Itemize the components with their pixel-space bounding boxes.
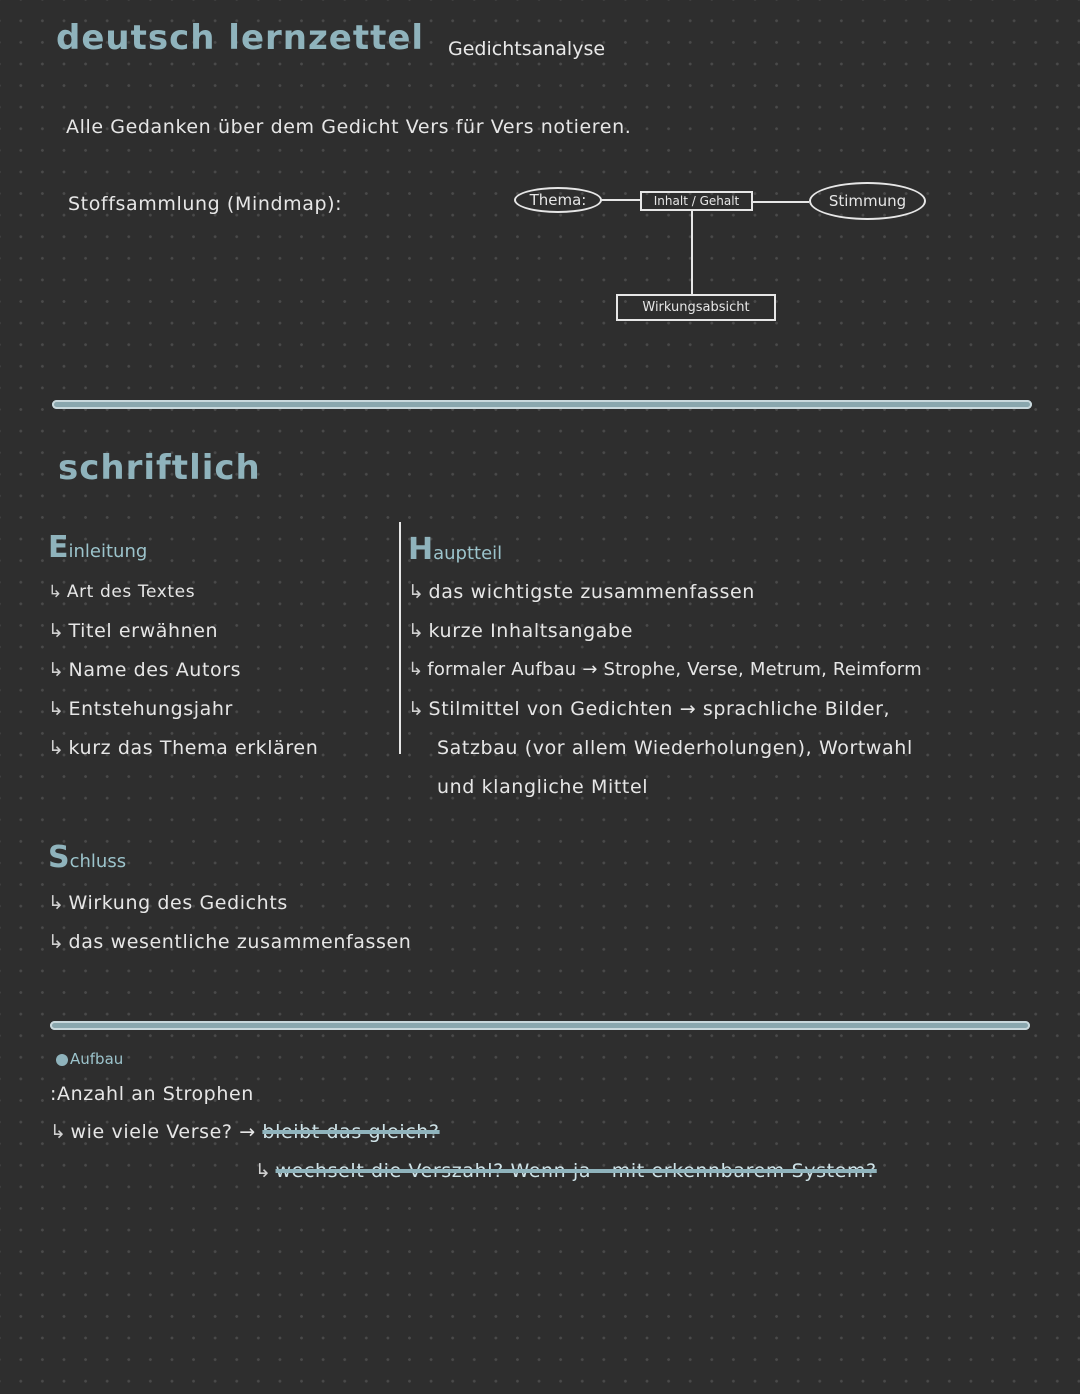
- section-divider: [50, 1021, 1030, 1030]
- schluss-heading: [48, 840, 126, 875]
- einleitung-item: ↳ Entstehungsjahr: [48, 698, 233, 720]
- mindmap-connector: [691, 209, 693, 295]
- mindmap-node-wirkung: Wirkungsabsicht: [616, 294, 776, 321]
- hauptteil-heading: [408, 532, 502, 567]
- schluss-item: ↳ Wirkung des Gedichts: [48, 892, 288, 914]
- einleitung-item: ↳ kurz das Thema erklären: [48, 737, 319, 759]
- mindmap-label: Stoffsammlung (Mindmap):: [68, 193, 343, 215]
- intro-text: Alle Gedanken über dem Gedicht Vers für Vers notieren.: [66, 116, 632, 138]
- aufbau-question: ↳ wie viele Verse? → bleibt das gleich?: [50, 1121, 440, 1143]
- section-heading-schriftlich: schriftlich: [58, 448, 261, 488]
- bullet-dot: [56, 1054, 68, 1066]
- mindmap-connector: [600, 199, 640, 201]
- page-subtitle: Gedichtsanalyse: [448, 38, 606, 60]
- aufbau-line: :Anzahl an Strophen: [50, 1083, 254, 1105]
- hauptteil-rest: auptteil: [433, 543, 503, 564]
- aufbau-highlight: bleibt das gleich?: [262, 1121, 440, 1143]
- hauptteil-continuation: und klangliche Mittel: [437, 776, 649, 798]
- mindmap-connector: [751, 201, 809, 203]
- hauptteil-item: ↳ Stilmittel von Gedichten → sprachliche Bilder,: [408, 698, 891, 720]
- schluss-item: ↳ das wesentliche zusammenfassen: [48, 931, 412, 953]
- schluss-rest: chluss: [69, 851, 127, 872]
- hauptteil-item: ↳ formaler Aufbau → Strophe, Verse, Metrum, Reimform: [408, 659, 922, 680]
- hauptteil-continuation: Satzbau (vor allem Wiederholungen), Wortwahl: [437, 737, 913, 759]
- aufbau-question: ↳ wechselt die Verszahl? Wenn ja - mit erkennbarem System?: [255, 1160, 877, 1182]
- schluss-cap: S: [48, 840, 70, 875]
- hauptteil-item: ↳ das wichtigste zusammenfassen: [408, 581, 755, 603]
- page-title: deutsch lernzettel: [56, 18, 425, 58]
- einleitung-heading: [48, 530, 147, 565]
- section-divider: [52, 400, 1032, 409]
- hauptteil-item: ↳ kurze Inhaltsangabe: [408, 620, 634, 642]
- mindmap-node-inhalt: Inhalt / Gehalt: [640, 191, 753, 211]
- einleitung-item: ↳ Art des Textes: [48, 582, 196, 602]
- mindmap-node-thema: Thema:: [514, 187, 602, 213]
- einleitung-cap: E: [48, 530, 69, 565]
- mindmap-node-stimmung: Stimmung: [809, 182, 926, 220]
- einleitung-rest: inleitung: [68, 541, 148, 562]
- hauptteil-cap: H: [408, 532, 434, 567]
- einleitung-item: ↳ Titel erwähnen: [48, 620, 219, 642]
- aufbau-heading: Aufbau: [56, 1050, 123, 1068]
- einleitung-item: ↳ Name des Autors: [48, 659, 242, 681]
- column-separator: [399, 522, 401, 754]
